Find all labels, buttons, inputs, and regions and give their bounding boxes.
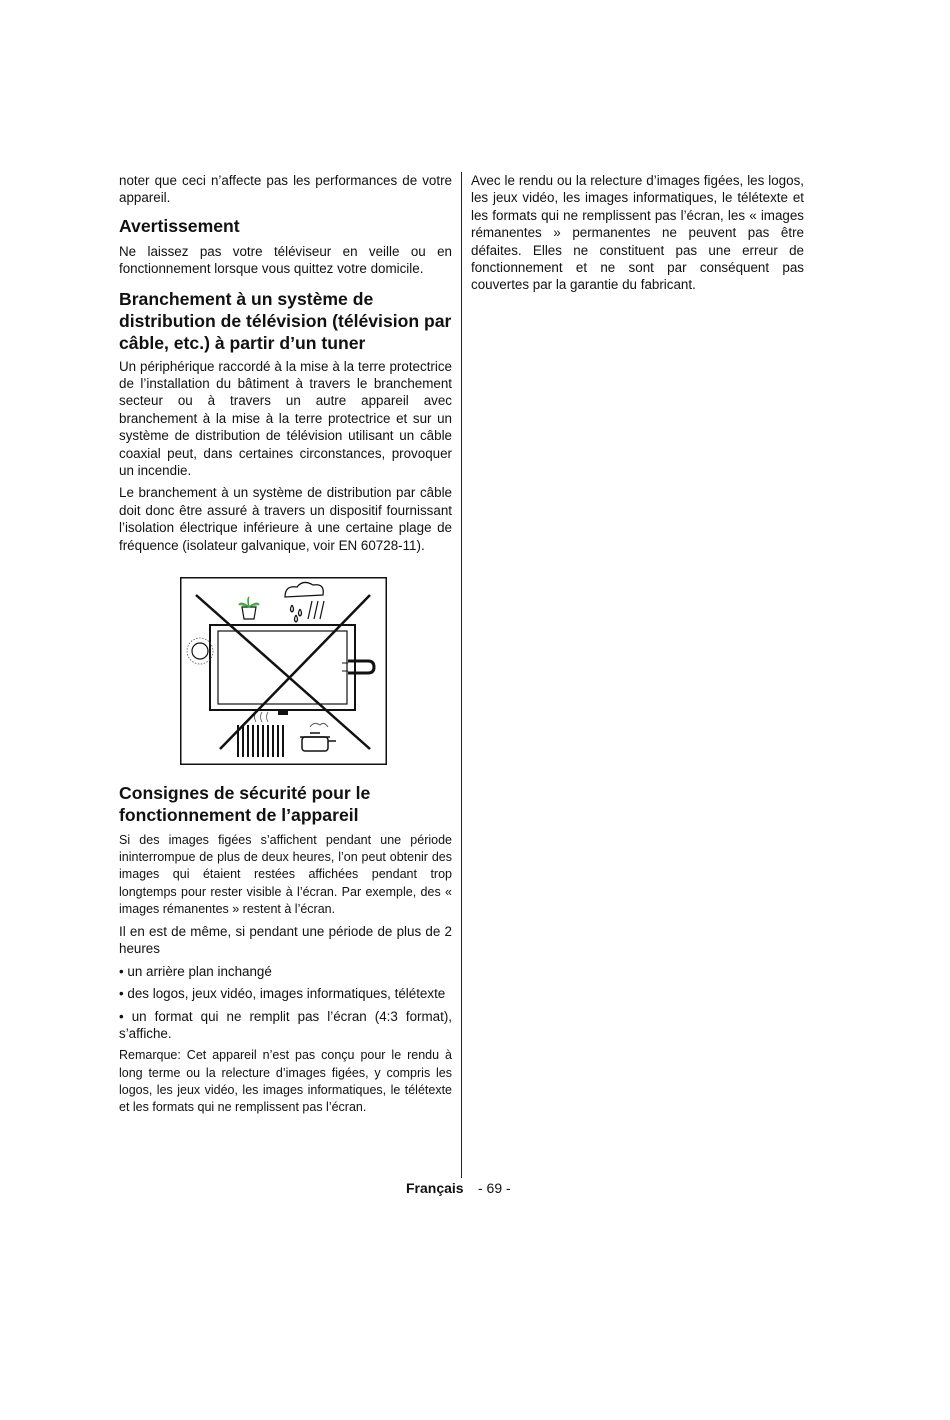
branchement-text-1: Un périphérique raccordé à la mise à la terre protectrice de l’installation du bâtiment à travers le branchement secteur ou à travers un autre appareil avec branchement à la mise à la terre protectrice et sur un système de distribution de télévision utilisant un câble coaxial peut, dans certaines circonstances, provoquer un incendie. — [119, 358, 452, 479]
intro-text: noter que ceci n’affecte pas les performances de votre appareil. — [119, 173, 452, 206]
left-column — [119, 172, 452, 559]
remarque-text: Remarque: Cet appareil n’est pas conçu pour le rendu à long terme ou la relecture d’images figées, y compris les logos, les jeux vidéo, les images informatiques, le télétexte et les formats qui ne remplissent pas l’écran. — [119, 1048, 452, 1115]
consignes-text-1: Si des images figées s’affichent pendant une période ininterrompue de plus de deux heures, l’on peut obtenir des images qui étaient restées affichées pendant trop longtemps pour rester visible à l’écran. Par exemple, des « images rémanentes » restent à l’écran. — [119, 833, 452, 916]
consignes-section — [119, 782, 452, 1121]
rendu-text: Avec le rendu ou la relecture d’images figées, les logos, les jeux vidéo, les images informatiques, le télétexte et les formats qui ne remplissent pas l’écran, les « images rémanentes » permanentes ne peuvent pas être défaites. Elles ne constituent pas une erreur de fonctionnement et ne sont par conséquent pas couvertes par la garantie du fabricant. — [471, 173, 804, 293]
bullet-item: • des logos, jeux vidéo, images informatiques, télétexte — [119, 986, 446, 1002]
avertissement-text: Ne laissez pas votre téléviseur en veille ou en fonctionnement lorsque vous quittez votre domicile. — [119, 243, 452, 277]
consignes-text-2: Il en est de même, si pendant une période de plus de 2 heures — [119, 924, 452, 957]
bullet-item: • un format qui ne remplit pas l’écran (4:3 format), s’affiche. — [119, 1008, 452, 1042]
heading-avertissement: Avertissement — [119, 215, 240, 236]
heading-branchement: Branchement à un système de distribution de télévision (télévision par câble, etc.) à partir d’un tuner — [119, 288, 452, 353]
branchement-text-2: Le branchement à un système de distribution par câble doit donc être assuré à travers un dispositif fournissant l’isolation électrique inférieure à une certaine plage de fréquence (isolateur galvanique, voir EN 60728-11). — [119, 485, 452, 553]
page-number: - 69 - — [478, 1180, 511, 1196]
heading-consignes: Consignes de sécurité pour le fonctionnement de l’appareil — [119, 783, 371, 825]
footer-language: Français — [406, 1180, 464, 1196]
safety-illustration — [180, 577, 387, 765]
column-divider — [461, 172, 462, 1178]
bullet-item: • un arrière plan inchangé — [119, 963, 272, 979]
right-column — [471, 172, 804, 299]
